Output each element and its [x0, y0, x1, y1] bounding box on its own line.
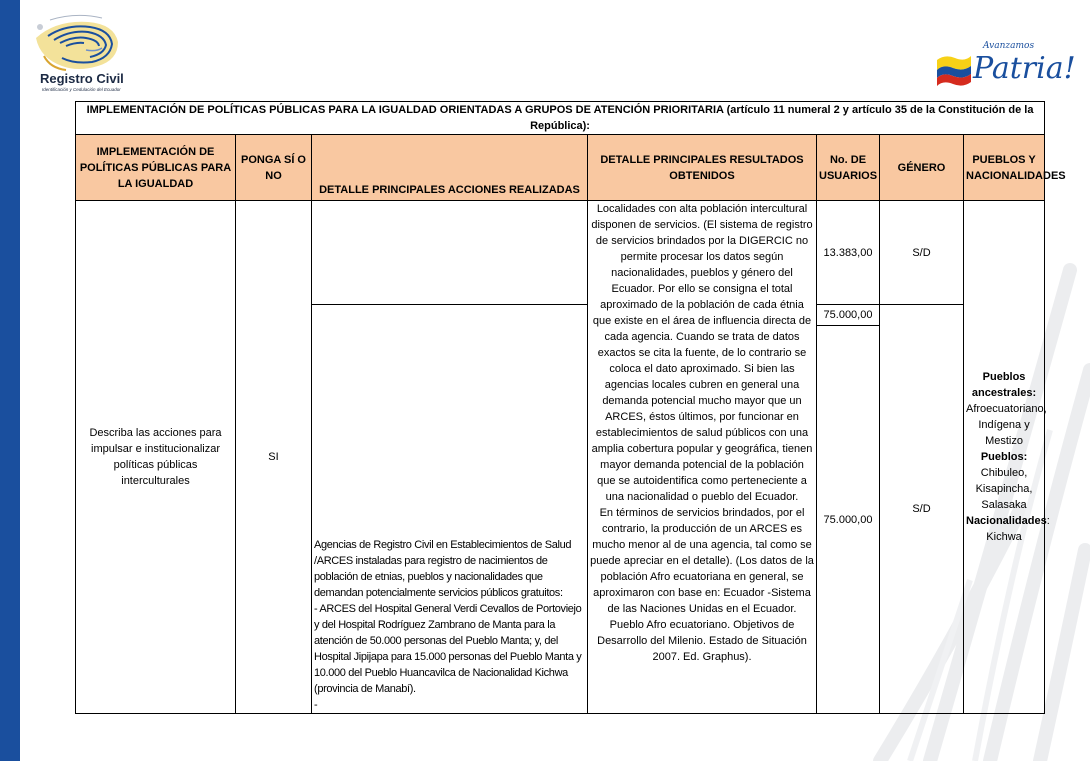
patria-wordmark: Patria! — [973, 51, 1076, 86]
pueblos-cell — [964, 201, 1050, 714]
registro-civil-logo — [26, 12, 176, 100]
resultados-paragraph: Localidades con alta población intercultural disponen de servicios. (El sistema de registro de servicios brindados por la DIGERCIC no permite procesar los datos según nacionalidades, pueblos y género del Ecuador. Por ello se consigna el total aproximado de la población de cada étnia que existe en el área de influencia directa de cada agencia. Cuando se trata de datos exactos se cita la fuente, de lo contrario se coloca el dato aproximado. Si bien las agencias locales cubren en general una demanda potencial mucho mayor que un ARCES, éstos últimos, por funcionar en establecimientos de salud públicos con una amplia cobertura popular y geográfica, tienen mayor demanda potencial de la población que se autoidentifica como perteneciente a una nacionalidad o pueblo del Ecuador. En términos de servicios brindados, por el contrario, la producción de un ARCES es mucho menor al de una agencia, tal como se puede apreciar en el detalle). (Los datos de la población Afro ecuatoriana en general, se aproximaron con base en: Ecuador -Sistema de las Naciones Unidas en el Ecuador. Pueblo Afro ecuatoriano. Objetivos de Desarrollo del Milenio. Estado de Situación 2007. Ed. Graphus). — [590, 203, 814, 663]
header-acciones: DETALLE PRINCIPALES ACCIONES REALIZADAS — [312, 135, 588, 201]
left-sidebar-stripe — [0, 0, 20, 761]
pueblos-ancestrales-label: Pueblos ancestrales: — [971, 371, 1037, 399]
header-pueblos: PUEBLOS Y NACIONALIDADES — [964, 135, 1045, 201]
avanzamos-tagline: Avanzamos — [983, 41, 1035, 51]
pueblos-label: Pueblos: — [980, 451, 1028, 463]
fingerprint-map-icon — [36, 15, 118, 70]
table-title: IMPLEMENTACIÓN DE POLÍTICAS PÚBLICAS PARA LA IGUALDAD ORIENTADAS A GRUPOS DE ATENCIÓN PRIORITARIA (artículo 11 numeral 2 y artículo 35 de la Constitución de la República): — [76, 102, 1045, 135]
genero-value-2: S/D — [880, 305, 964, 714]
acciones-empty-cell — [312, 201, 588, 305]
pueblos-value: Chibuleo, Kisapincha, Salasaka — [975, 467, 1033, 511]
nacionalidades-value: : Kichwa — [986, 515, 1050, 543]
usuarios-value-1: 13.383,00 — [817, 201, 880, 305]
row-descripcion: Describa las acciones para impulsar e institucionalizar políticas públicas interculturales — [76, 201, 236, 714]
row-si-no: SI — [236, 201, 312, 714]
politicas-publicas-table — [75, 101, 1066, 714]
header-implementacion: IMPLEMENTACIÓN DE POLÍTICAS PÚBLICAS PARA LA IGUALDAD — [76, 135, 236, 201]
acciones-paragraph: Agencias de Registro Civil en Establecimientos de Salud /ARCES instaladas para registro de nacimientos de población de etnias, pueblos y nacionalidades que demandan potencialmente servicios públicos gratuitos: - ARCES del Hospital General Verdi Cevallos de Portoviejo y del Hospital Rodríguez Zambrano de Manta para la atención de 50.000 personas del Pueblo Manta; y, del Hospital Jipijapa para 15.000 personas del Pueblo Manta y 10.000 del Pueblo Huancavilca de Nacionalidad Kichwa (provincia de Manabí). - — [314, 539, 582, 711]
header-resultados: DETALLE PRINCIPALES RESULTADOS OBTENIDOS — [588, 135, 817, 201]
usuarios-value-3: 75.000,00 — [817, 326, 880, 714]
pueblos-ancestrales-value: Afroecuatoriano, Indígena y Mestizo — [966, 403, 1047, 447]
header-ponga-si-no: PONGA SÍ O NO — [236, 135, 312, 201]
avanzamos-patria-logo — [935, 36, 1076, 92]
nacionalidades-label: Nacionalidades — [966, 515, 1047, 527]
header-usuarios: No. DE USUARIOS — [817, 135, 880, 201]
ecuador-flag-icon — [937, 56, 971, 86]
header-genero: GÉNERO — [880, 135, 964, 201]
registro-civil-subtext: Identificación y Cedulación del Ecuador — [42, 87, 121, 92]
acciones-text — [312, 305, 588, 714]
registro-civil-wordmark: Registro Civil — [40, 71, 124, 86]
usuarios-value-2: 75.000,00 — [817, 305, 880, 326]
genero-value-1: S/D — [880, 201, 964, 305]
resultados-text — [588, 201, 817, 714]
